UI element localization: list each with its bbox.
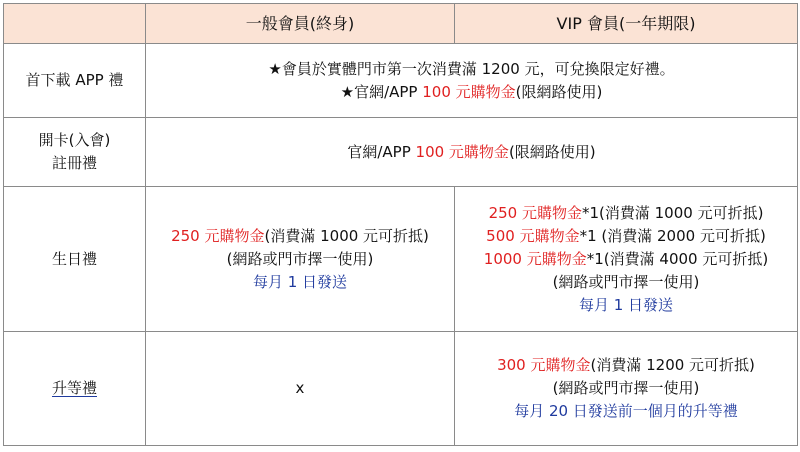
registration-benefit xyxy=(146,118,798,187)
upgrade-vip-schedule: 每月 20 日發送前一個月的升等禮 xyxy=(514,402,738,420)
row-label-registration-line1: 開卡(入會) xyxy=(38,131,111,149)
upgrade-vip-condition: (消費滿 1200 元可折抵) xyxy=(590,356,755,374)
upgrade-vip-usage: (網路或門市擇一使用) xyxy=(552,379,700,397)
birthday-vip-tier2-condition: *1 (消費滿 2000 元可折抵) xyxy=(579,226,766,245)
birthday-vip-tier3-condition: *1(消費滿 4000 元可折抵) xyxy=(586,249,769,268)
birthday-general-line1 xyxy=(150,225,450,248)
birthday-general-condition: (消費滿 1000 元可折抵) xyxy=(264,226,429,245)
upgrade-vip-benefit xyxy=(455,332,798,446)
birthday-general-usage: (網路或門市擇一使用) xyxy=(226,249,374,268)
header-vip-member: VIP 會員(一年期限) xyxy=(455,4,798,44)
app-download-line2 xyxy=(150,81,793,104)
upgrade-general-benefit: x xyxy=(146,332,455,446)
table-row-upgrade xyxy=(4,332,798,446)
app-download-line2-suffix: (限網路使用) xyxy=(515,82,603,101)
upgrade-vip-line1 xyxy=(459,354,793,377)
birthday-vip-benefit xyxy=(455,187,798,332)
registration-credit: 100 元購物金 xyxy=(415,142,509,161)
birthday-vip-schedule: 每月 1 日發送 xyxy=(578,295,674,314)
membership-benefits-table xyxy=(3,3,798,446)
app-download-credit: 100 元購物金 xyxy=(422,82,516,101)
birthday-vip-tier1-credit: 250 元購物金 xyxy=(488,203,582,222)
birthday-vip-usage: (網路或門市擇一使用) xyxy=(552,272,700,291)
header-row xyxy=(4,4,798,44)
row-label-app-download: 首下載 APP 禮 xyxy=(4,44,146,118)
birthday-general-schedule: 每月 1 日發送 xyxy=(252,272,348,291)
row-label-registration-line2: 註冊禮 xyxy=(51,154,97,172)
table-row-app-download xyxy=(4,44,798,118)
header-general-member: 一般會員(終身) xyxy=(146,4,455,44)
app-download-benefit xyxy=(146,44,798,118)
registration-suffix: (限網路使用) xyxy=(508,142,596,161)
app-download-line2-prefix: ★官網/APP xyxy=(340,82,423,101)
birthday-vip-tier2 xyxy=(459,225,793,248)
upgrade-vip-credit: 300 元購物金 xyxy=(497,356,591,374)
birthday-general-benefit xyxy=(146,187,455,332)
row-label-birthday: 生日禮 xyxy=(4,187,146,332)
row-label-upgrade xyxy=(4,332,146,446)
table-row-registration xyxy=(4,118,798,187)
birthday-general-credit: 250 元購物金 xyxy=(171,226,265,245)
row-label-registration xyxy=(4,118,146,187)
table-row-birthday xyxy=(4,187,798,332)
app-download-line1: ★會員於實體門市第一次消費滿 1200 元，可兌換限定好禮。 xyxy=(268,59,675,78)
header-empty-cell xyxy=(4,4,146,44)
row-label-upgrade-text: 升等禮 xyxy=(51,379,97,397)
registration-prefix: 官網/APP xyxy=(347,142,416,161)
birthday-vip-tier2-credit: 500 元購物金 xyxy=(486,226,580,245)
birthday-vip-tier1-condition: *1(消費滿 1000 元可折抵) xyxy=(581,203,764,222)
birthday-vip-tier1 xyxy=(459,202,793,225)
birthday-vip-tier3 xyxy=(459,248,793,271)
birthday-vip-tier3-credit: 1000 元購物金 xyxy=(483,249,587,268)
